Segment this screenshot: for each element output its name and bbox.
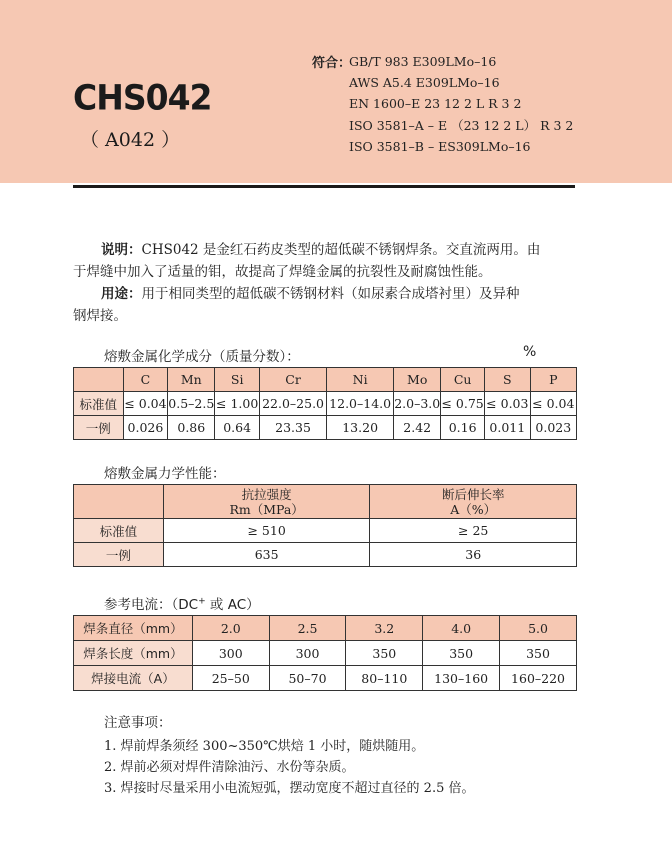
table-cell: 5.0 — [500, 616, 577, 641]
usage-paragraph — [73, 283, 578, 327]
table-cell: 635 — [163, 543, 370, 567]
description-line-2: 于焊缝中加入了适量的钼，故提高了焊缝金属的抗裂性及耐腐蚀性能。 — [73, 264, 492, 280]
table-cell: 2.42 — [394, 416, 441, 440]
header-cell-elongation — [370, 485, 577, 519]
header-cell: P — [530, 368, 576, 392]
header-cell: Cr — [260, 368, 327, 392]
notes-section — [104, 713, 474, 799]
table-cell: ≥ 510 — [163, 519, 370, 543]
table-row — [74, 666, 577, 691]
table-row — [74, 392, 577, 416]
header-line: 抗拉强度 — [241, 486, 292, 502]
standard-item: EN 1600–E 23 12 2 L R 3 2 — [349, 96, 522, 112]
header-cell: Mn — [168, 368, 215, 392]
table-cell: 0.86 — [168, 416, 215, 440]
table-row — [74, 641, 577, 666]
header-line: Rm（MPa） — [229, 501, 304, 517]
table-header-row — [74, 485, 577, 519]
row-label: 焊条长度（mm） — [74, 641, 193, 666]
row-label: 标准值 — [74, 519, 164, 543]
row-label: 一例 — [74, 543, 164, 567]
table-cell: ≤ 0.04 — [530, 392, 576, 416]
table-cell: 300 — [269, 641, 346, 666]
table-cell: 2.0–3.0 — [394, 392, 441, 416]
table-cell: 0.5–2.5 — [168, 392, 215, 416]
table-cell: 0.16 — [441, 416, 485, 440]
standard-item: AWS A5.4 E309LMo–16 — [349, 75, 500, 91]
table-cell: ≤ 0.03 — [485, 392, 531, 416]
table-cell: 13.20 — [327, 416, 394, 440]
current-title — [104, 593, 260, 613]
current-title-open: （DC — [171, 597, 199, 613]
table-cell: 23.35 — [260, 416, 327, 440]
row-label: 焊条直径（mm） — [74, 616, 193, 641]
current-title-label: 参考电流： — [104, 597, 172, 613]
mechanical-title: 熔敷金属力学性能： — [104, 466, 226, 482]
header-cell: S — [485, 368, 531, 392]
table-cell: ≤ 1.00 — [215, 392, 260, 416]
table-cell: 350 — [346, 641, 423, 666]
chemical-unit: % — [523, 344, 537, 360]
table-cell: 300 — [192, 641, 269, 666]
description-paragraph — [73, 239, 578, 283]
standard-item: GB/T 983 E309LMo–16 — [349, 54, 497, 69]
table-row — [74, 519, 577, 543]
product-code: CHS042 — [73, 77, 212, 118]
description-label: 说明： — [101, 242, 142, 258]
table-cell: 2.0 — [192, 616, 269, 641]
table-cell: 3.2 — [346, 616, 423, 641]
chemical-composition-table — [73, 367, 577, 440]
table-cell: 12.0–14.0 — [327, 392, 394, 416]
header-cell: Mo — [394, 368, 441, 392]
current-title-rest: 或 AC） — [205, 597, 260, 613]
header-line: A（%） — [450, 501, 497, 517]
header-cell: Si — [215, 368, 260, 392]
product-alt-code: （ A042 ） — [80, 129, 181, 151]
table-cell: 80–110 — [346, 666, 423, 691]
description-line-1: CHS042 是金红石药皮类型的超低碳不锈钢焊条。交直流两用。由 — [141, 242, 541, 258]
table-row — [74, 416, 577, 440]
table-cell: ≤ 0.75 — [441, 392, 485, 416]
table-cell: 36 — [370, 543, 577, 567]
table-cell: 0.011 — [485, 416, 531, 440]
chemical-title: 熔敷金属化学成分（质量分数）： — [104, 349, 300, 365]
table-row — [74, 543, 577, 567]
usage-line-2: 钢焊接。 — [73, 308, 127, 324]
row-label: 焊接电流（A） — [74, 666, 193, 691]
table-cell: 130–160 — [423, 666, 500, 691]
header-corner-cell — [74, 368, 124, 392]
standard-item: ISO 3581–B – ES309LMo–16 — [349, 138, 531, 154]
note-item: 1. 焊前焊条须经 300~350℃烘焙 1 小时，随烘随用。 — [104, 739, 425, 754]
table-cell: 25–50 — [192, 666, 269, 691]
header-cell: Cu — [441, 368, 485, 392]
table-header-row — [74, 368, 577, 392]
header-corner-cell — [74, 485, 164, 519]
notes-title: 注意事项： — [104, 715, 172, 731]
header-cell: C — [123, 368, 168, 392]
current-title-sup: + — [198, 596, 206, 607]
table-row — [74, 616, 577, 641]
table-cell: 350 — [423, 641, 500, 666]
reference-current-table — [73, 615, 577, 691]
usage-line-1: 用于相同类型的超低碳不锈钢材料（如尿素合成塔衬里）及异种 — [141, 286, 520, 302]
standards-label: 符合： — [312, 56, 352, 71]
usage-label: 用途： — [101, 286, 142, 302]
header-cell-tensile — [163, 485, 370, 519]
note-item: 3. 焊接时尽量采用小电流短弧，摆动宽度不超过直径的 2.5 倍。 — [104, 781, 475, 796]
table-cell: ≥ 25 — [370, 519, 577, 543]
table-cell: 0.023 — [530, 416, 576, 440]
table-cell: 22.0–25.0 — [260, 392, 327, 416]
row-label: 标准值 — [74, 392, 124, 416]
table-cell: 0.64 — [215, 416, 260, 440]
header-divider — [73, 185, 575, 188]
mechanical-properties-table — [73, 484, 577, 567]
table-cell: 0.026 — [123, 416, 168, 440]
table-cell: ≤ 0.04 — [123, 392, 168, 416]
standard-item: ISO 3581–A – E （23 12 2 L） R 3 2 — [349, 117, 574, 133]
table-cell: 2.5 — [269, 616, 346, 641]
table-cell: 50–70 — [269, 666, 346, 691]
table-cell: 4.0 — [423, 616, 500, 641]
header-line: 断后伸长率 — [441, 486, 505, 502]
table-cell: 160–220 — [500, 666, 577, 691]
standards-list — [349, 51, 573, 157]
note-item: 2. 焊前必须对焊件清除油污、水份等杂质。 — [104, 760, 355, 775]
table-cell: 350 — [500, 641, 577, 666]
header-cell: Ni — [327, 368, 394, 392]
row-label: 一例 — [74, 416, 124, 440]
